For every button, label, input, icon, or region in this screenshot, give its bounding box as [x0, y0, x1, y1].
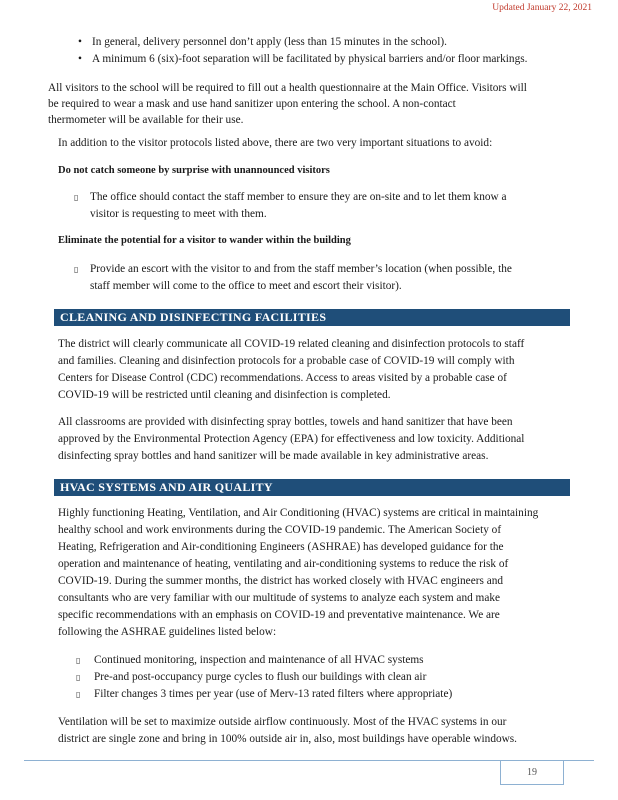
bullet-text: In general, delivery personnel don’t apply (less than 15 minutes in the school).	[92, 36, 447, 48]
text-line: consultants who are very familiar with our multitude of systems to analyze each system and make	[58, 592, 501, 604]
bullet-box-icon: ▯	[76, 656, 81, 665]
situation-heading: Eliminate the potential for a visitor to wander within the building	[58, 235, 351, 246]
updated-date: Updated January 22, 2021	[492, 3, 592, 13]
text-line: Highly functioning Heating, Ventilation, and Air Conditioning (HVAC) systems are critical in maintaining	[58, 507, 539, 519]
bullet-dot-icon: •	[78, 53, 82, 65]
list-item: Continued monitoring, inspection and maintenance of all HVAC systems	[94, 654, 424, 666]
section-heading-cleaning: CLEANING AND DISINFECTING FACILITIES	[54, 309, 570, 326]
text-line: All visitors to the school will be required to fill out a health questionnaire at the Main Office. Visitors will	[48, 82, 527, 94]
bullet-box-icon: ▯	[76, 673, 81, 682]
text-line: following the ASHRAE guidelines listed below:	[58, 626, 277, 638]
text-line: be required to wear a mask and use hand sanitizer upon entering the school. A non-contact	[48, 98, 456, 110]
text-line: Heating, Refrigeration and Air-conditioning Engineers (ASHRAE) has developed guidance for the	[58, 541, 504, 553]
text-line: The office should contact the staff member to ensure they are on-site and to let them know a	[90, 191, 507, 203]
text-line: visitor is requesting to meet with them.	[90, 208, 267, 220]
text-line: approved by the Environmental Protection Agency (EPA) for effectiveness and low toxicity. Additional	[58, 433, 525, 445]
bullet-box-icon: ▯	[74, 193, 79, 202]
text-line: thermometer will be available for their use.	[48, 114, 244, 126]
situations-intro: In addition to the visitor protocols listed above, there are two very important situations to avoid:	[58, 137, 493, 149]
text-line: disinfecting spray bottles and hand sanitizer will be made available in key administrative areas.	[58, 450, 489, 462]
situation-heading: Do not catch someone by surprise with unannounced visitors	[58, 165, 330, 176]
text-line: specific recommendations with an emphasis on COVID-19 and preventative maintenance. We are	[58, 609, 500, 621]
bullet-dot-icon: •	[78, 36, 82, 48]
text-line: Provide an escort with the visitor to and from the staff member’s location (when possible, the	[90, 263, 512, 275]
bullet-box-icon: ▯	[74, 265, 79, 274]
bullet-text: A minimum 6 (six)-foot separation will be facilitated by physical barriers and/or floor markings.	[92, 53, 528, 65]
page-number: 19	[500, 760, 564, 785]
list-item: Filter changes 3 times per year (use of Merv-13 rated filters where appropriate)	[94, 688, 453, 700]
text-line: Ventilation will be set to maximize outside airflow continuously. Most of the HVAC systems in our	[58, 716, 507, 728]
text-line: and families. Cleaning and disinfection protocols for a probable case of COVID-19 will comply with	[58, 355, 515, 367]
text-line: COVID-19 will be restricted until cleaning and disinfection is completed.	[58, 389, 391, 401]
list-item: Pre-and post-occupancy purge cycles to flush our buildings with clean air	[94, 671, 427, 683]
text-line: The district will clearly communicate all COVID-19 related cleaning and disinfection protocols to staff	[58, 338, 525, 350]
text-line: COVID-19. During the summer months, the district has worked closely with HVAC engineers and	[58, 575, 504, 587]
text-line: staff member will come to the office to meet and escort their visitor).	[90, 280, 402, 292]
text-line: Centers for Disease Control (CDC) recommendations. Access to areas visited by a probable case of	[58, 372, 507, 384]
text-line: district are single zone and bring in 100% outside air in, also, most buildings have operable windows.	[58, 733, 518, 745]
section-heading-hvac: HVAC SYSTEMS AND AIR QUALITY	[54, 479, 570, 496]
text-line: All classrooms are provided with disinfecting spray bottles, towels and hand sanitizer that have been	[58, 416, 513, 428]
bullet-box-icon: ▯	[76, 690, 81, 699]
text-line: operation and maintenance of heating, ventilating and air-conditioning systems to reduce the risk of	[58, 558, 509, 570]
text-line: healthy school and work environments during the COVID-19 pandemic. The American Society of	[58, 524, 502, 536]
